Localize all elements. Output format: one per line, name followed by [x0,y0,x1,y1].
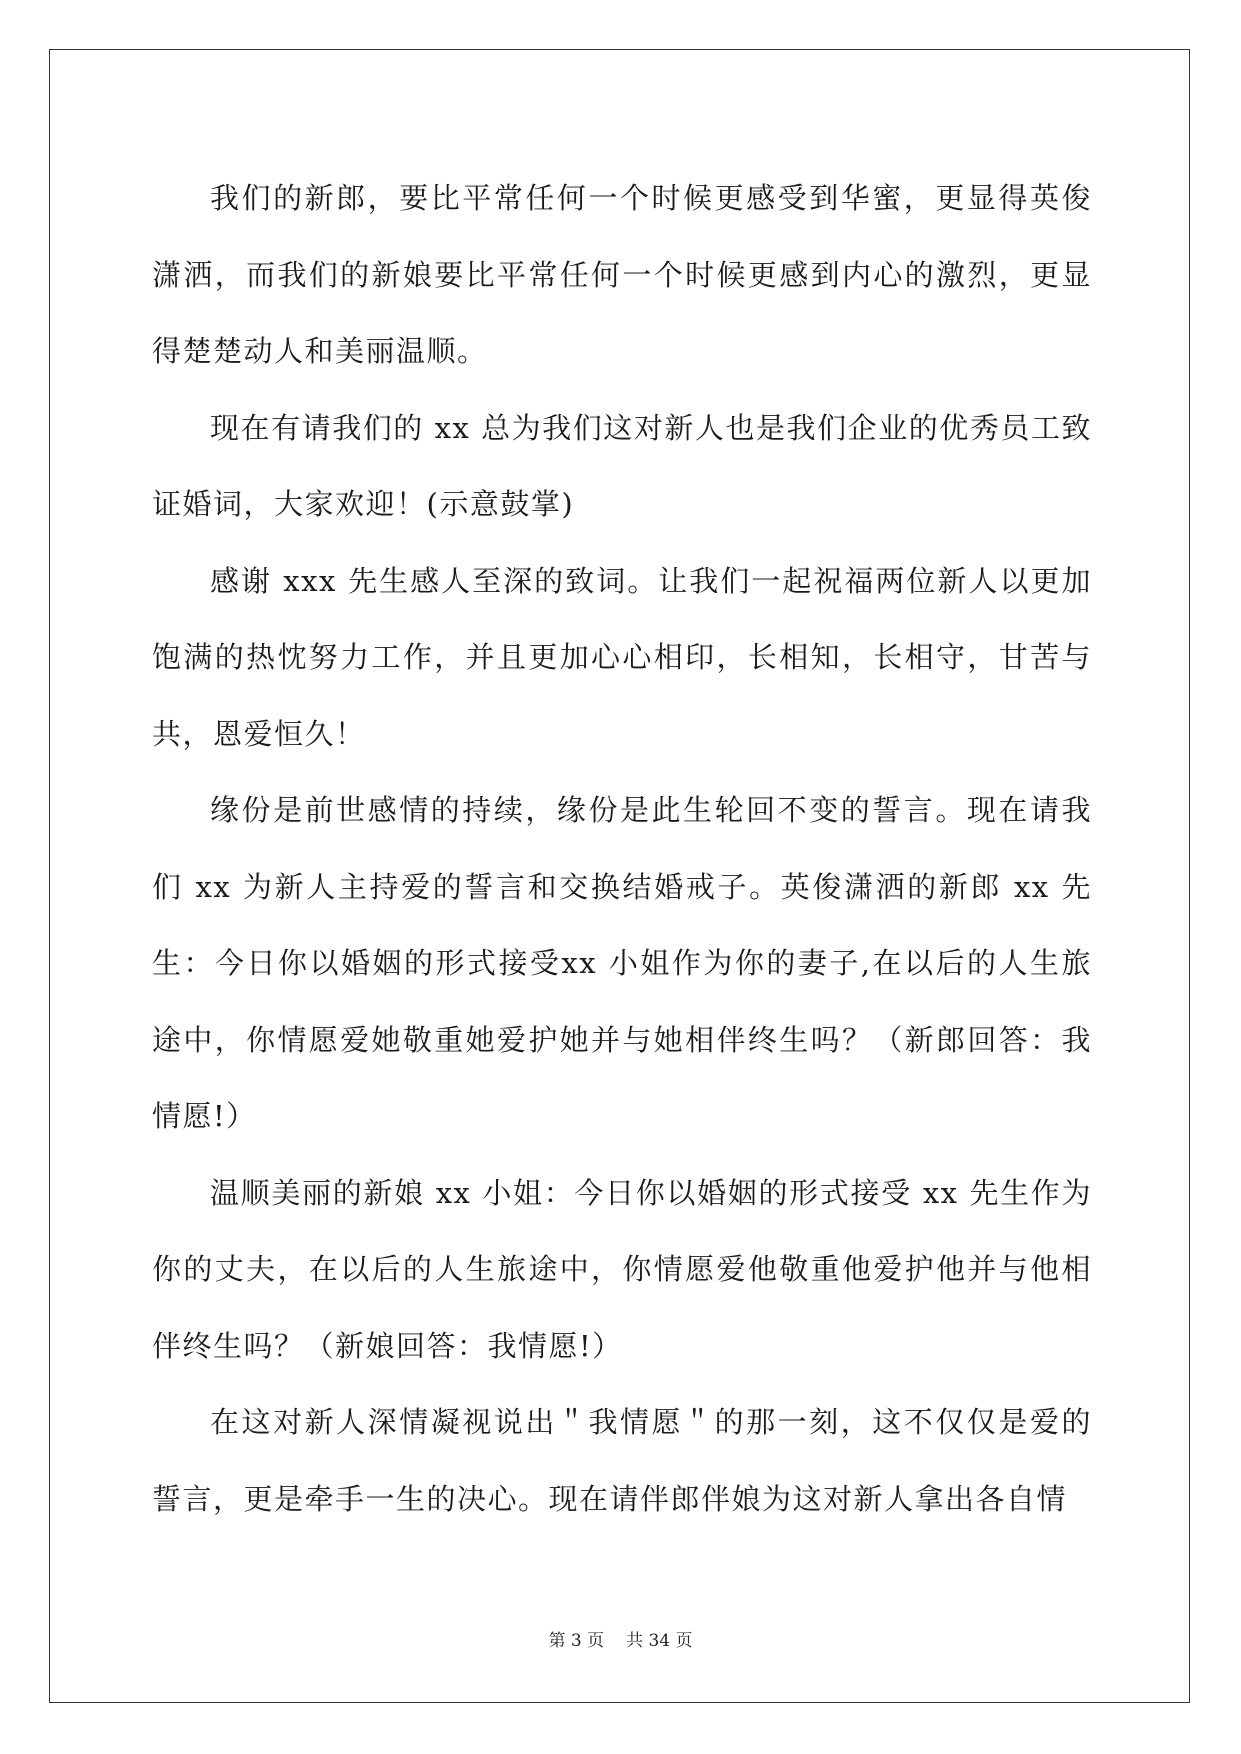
current-page-label: 第 3 页 [548,1631,605,1651]
paragraph-2: 现在有请我们的 xx 总为我们这对新人也是我们企业的优秀员工致证婚词，大家欢迎！(示意鼓掌) [152,410,1092,521]
document-body [152,160,1092,1537]
page-footer [0,1626,1241,1651]
paragraph-4: 缘份是前世感情的持续，缘份是此生轮回不变的誓言。现在请我们 xx 为新人主持爱的誓言和交换结婚戒子。英俊潇洒的新郎 xx 先生：今日你以婚姻的形式接受xx 小姐作为你的妻子,在以后的人生旅途中，你情愿爱她敬重她爱护她并与她相伴终生吗？（新郎回答：我情愿!） [152,793,1092,1133]
paragraph-6: 在这对新人深情凝视说出＂我情愿＂的那一刻，这不仅仅是爱的誓言，更是牵手一生的决心。现在请伴郎伴娘为这对新人拿出各自情 [152,1405,1092,1516]
paragraph-1: 我们的新郎，要比平常任何一个时候更感受到华蜜，更显得英俊潇洒，而我们的新娘要比平常任何一个时候更感到内心的激烈，更显得楚楚动人和美丽温顺。 [152,181,1092,368]
total-pages-label: 共 34 页 [626,1631,693,1651]
paragraph-3: 感谢 xxx 先生感人至深的致词。让我们一起祝福两位新人以更加饱满的热忱努力工作，并且更加心心相印，长相知，长相守，甘苦与共，恩爱恒久！ [152,563,1092,751]
paragraph-5: 温顺美丽的新娘 xx 小姐：今日你以婚姻的形式接受 xx 先生作为你的丈夫，在以后的人生旅途中，你情愿爱他敬重他爱护他并与他相伴终生吗？（新娘回答：我情愿!） [152,1175,1092,1363]
